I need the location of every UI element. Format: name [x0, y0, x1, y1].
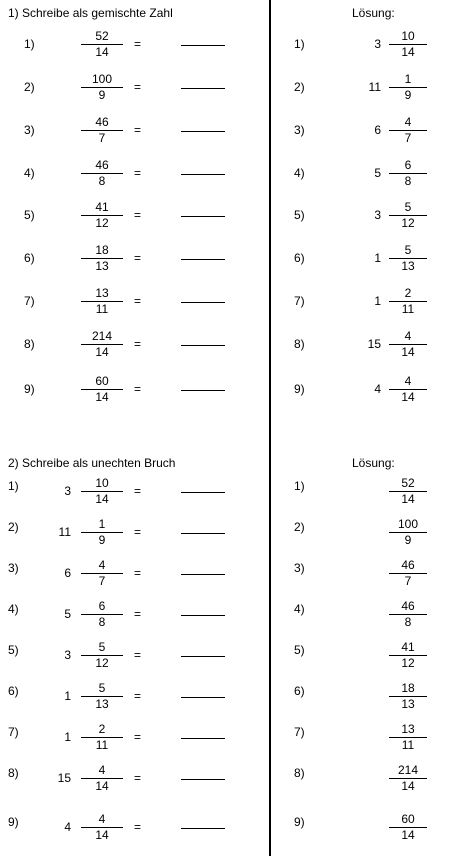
answer-blank — [181, 828, 225, 829]
exercise-denominator: 8 — [98, 615, 106, 629]
solution-label: 6) — [294, 684, 305, 698]
solution-denominator: 14 — [401, 492, 415, 506]
solution-denominator: 12 — [401, 656, 415, 670]
equals-sign: = — [134, 566, 142, 580]
exercise-label: 6) — [24, 251, 35, 265]
exercise-denominator: 14 — [95, 828, 109, 842]
answer-blank — [181, 615, 225, 616]
exercise-label: 7) — [24, 294, 35, 308]
exercise-numerator: 2 — [98, 722, 106, 736]
exercise-whole-number: 4 — [64, 820, 71, 834]
exercise-denominator: 13 — [95, 697, 109, 711]
solution-numerator: 46 — [401, 599, 415, 613]
solution-denominator: 12 — [401, 216, 415, 230]
equals-sign: = — [134, 123, 142, 137]
equals-sign: = — [134, 484, 142, 498]
answer-blank — [181, 216, 225, 217]
solution-label: 4) — [294, 602, 305, 616]
exercise-numerator: 214 — [91, 329, 113, 343]
solution-whole-number: 1 — [374, 251, 381, 265]
exercise-label: 1) — [24, 37, 35, 51]
equals-sign: = — [134, 294, 142, 308]
solution-label: 6) — [294, 251, 305, 265]
exercise-numerator: 1 — [98, 517, 106, 531]
exercise-label: 7) — [8, 725, 19, 739]
solution-denominator: 8 — [404, 615, 412, 629]
equals-sign: = — [134, 382, 142, 396]
exercise-label: 9) — [8, 815, 19, 829]
solution-numerator: 52 — [401, 476, 415, 490]
solution-label: 7) — [294, 294, 305, 308]
answer-blank — [181, 302, 225, 303]
exercise-label: 5) — [24, 208, 35, 222]
answer-blank — [181, 779, 225, 780]
solution-label: 7) — [294, 725, 305, 739]
exercise-label: 8) — [8, 766, 19, 780]
solution-label: 5) — [294, 208, 305, 222]
solution-label: 4) — [294, 166, 305, 180]
exercise-denominator: 7 — [98, 574, 106, 588]
answer-blank — [181, 345, 225, 346]
exercise-numerator: 60 — [95, 374, 109, 388]
exercise-denominator: 14 — [95, 779, 109, 793]
exercise-denominator: 11 — [95, 302, 109, 316]
equals-sign: = — [134, 689, 142, 703]
section1-solution-title: Lösung: — [352, 6, 395, 20]
solution-numerator: 60 — [401, 812, 415, 826]
exercise-numerator: 46 — [95, 115, 109, 129]
solution-label: 9) — [294, 815, 305, 829]
answer-blank — [181, 45, 225, 46]
answer-blank — [181, 656, 225, 657]
exercise-whole-number: 1 — [64, 689, 71, 703]
solution-numerator: 46 — [401, 558, 415, 572]
equals-sign: = — [134, 730, 142, 744]
solution-label: 8) — [294, 766, 305, 780]
answer-blank — [181, 88, 225, 89]
exercise-label: 5) — [8, 643, 19, 657]
exercise-denominator: 7 — [98, 131, 106, 145]
solution-numerator: 5 — [404, 243, 412, 257]
exercise-denominator: 9 — [98, 88, 106, 102]
answer-blank — [181, 533, 225, 534]
exercise-numerator: 4 — [98, 812, 106, 826]
answer-blank — [181, 738, 225, 739]
solution-whole-number: 11 — [368, 80, 381, 94]
solution-numerator: 100 — [397, 517, 419, 531]
exercise-label: 2) — [24, 80, 35, 94]
exercise-numerator: 5 — [98, 681, 106, 695]
equals-sign: = — [134, 251, 142, 265]
equals-sign: = — [134, 166, 142, 180]
solution-numerator: 214 — [397, 763, 419, 777]
solution-whole-number: 15 — [367, 337, 381, 351]
section2-title: 2) Schreibe als unechten Bruch — [8, 456, 176, 470]
exercise-denominator: 14 — [95, 345, 109, 359]
exercise-denominator: 14 — [95, 45, 109, 59]
solution-denominator: 14 — [401, 828, 415, 842]
exercise-whole-number: 6 — [64, 566, 71, 580]
solution-numerator: 41 — [401, 640, 415, 654]
solution-denominator: 8 — [404, 174, 412, 188]
solution-denominator: 14 — [401, 390, 415, 404]
exercise-whole-number: 5 — [64, 607, 71, 621]
solution-denominator: 7 — [404, 574, 412, 588]
solution-denominator: 9 — [404, 533, 412, 547]
solution-denominator: 9 — [404, 88, 412, 102]
solution-label: 9) — [294, 382, 305, 396]
exercise-label: 4) — [24, 166, 35, 180]
answer-blank — [181, 574, 225, 575]
solution-denominator: 13 — [401, 259, 415, 273]
answer-blank — [181, 697, 225, 698]
solution-whole-number: 3 — [374, 208, 381, 222]
exercise-numerator: 41 — [95, 200, 109, 214]
solution-whole-number: 4 — [374, 382, 381, 396]
solution-denominator: 11 — [401, 738, 415, 752]
solution-numerator: 4 — [404, 115, 412, 129]
equals-sign: = — [134, 337, 142, 351]
exercise-numerator: 5 — [98, 640, 106, 654]
equals-sign: = — [134, 820, 142, 834]
exercise-whole-number: 3 — [64, 648, 71, 662]
solution-numerator: 13 — [401, 722, 415, 736]
solution-whole-number: 3 — [374, 37, 381, 51]
solution-whole-number: 6 — [374, 123, 381, 137]
exercise-whole-number: 15 — [57, 771, 71, 785]
equals-sign: = — [134, 607, 142, 621]
equals-sign: = — [134, 208, 142, 222]
equals-sign: = — [134, 80, 142, 94]
exercise-label: 3) — [24, 123, 35, 137]
exercise-numerator: 52 — [95, 29, 109, 43]
solution-numerator: 6 — [404, 158, 412, 172]
column-divider — [269, 0, 271, 856]
solution-numerator: 5 — [404, 200, 412, 214]
solution-denominator: 7 — [404, 131, 412, 145]
solution-label: 1) — [294, 37, 305, 51]
exercise-whole-number: 11 — [58, 525, 71, 539]
answer-blank — [181, 131, 225, 132]
exercise-numerator: 13 — [95, 286, 109, 300]
solution-label: 3) — [294, 561, 305, 575]
solution-denominator: 13 — [401, 697, 415, 711]
exercise-label: 3) — [8, 561, 19, 575]
exercise-numerator: 18 — [95, 243, 109, 257]
answer-blank — [181, 259, 225, 260]
exercise-label: 6) — [8, 684, 19, 698]
solution-numerator: 4 — [404, 374, 412, 388]
solution-label: 2) — [294, 80, 305, 94]
solution-label: 3) — [294, 123, 305, 137]
solution-whole-number: 1 — [374, 294, 381, 308]
section1-title: 1) Schreibe als gemischte Zahl — [8, 6, 173, 20]
exercise-denominator: 9 — [98, 533, 106, 547]
exercise-label: 9) — [24, 382, 35, 396]
exercise-denominator: 14 — [95, 492, 109, 506]
exercise-numerator: 4 — [98, 763, 106, 777]
exercise-whole-number: 3 — [64, 484, 71, 498]
exercise-numerator: 4 — [98, 558, 106, 572]
equals-sign: = — [134, 525, 142, 539]
solution-denominator: 11 — [401, 302, 415, 316]
solution-numerator: 18 — [401, 681, 415, 695]
exercise-denominator: 11 — [95, 738, 109, 752]
solution-numerator: 4 — [404, 329, 412, 343]
answer-blank — [181, 492, 225, 493]
exercise-denominator: 14 — [95, 390, 109, 404]
exercise-numerator: 100 — [91, 72, 113, 86]
exercise-numerator: 10 — [95, 476, 109, 490]
solution-label: 8) — [294, 337, 305, 351]
solution-numerator: 10 — [401, 29, 415, 43]
exercise-label: 2) — [8, 520, 19, 534]
solution-whole-number: 5 — [374, 166, 381, 180]
exercise-label: 1) — [8, 479, 19, 493]
equals-sign: = — [134, 771, 142, 785]
exercise-denominator: 12 — [95, 216, 109, 230]
exercise-label: 8) — [24, 337, 35, 351]
exercise-denominator: 12 — [95, 656, 109, 670]
solution-label: 1) — [294, 479, 305, 493]
solution-denominator: 14 — [401, 779, 415, 793]
exercise-label: 4) — [8, 602, 19, 616]
exercise-denominator: 8 — [98, 174, 106, 188]
solution-denominator: 14 — [401, 45, 415, 59]
solution-label: 2) — [294, 520, 305, 534]
answer-blank — [181, 390, 225, 391]
solution-denominator: 14 — [401, 345, 415, 359]
exercise-numerator: 46 — [95, 158, 109, 172]
section2-solution-title: Lösung: — [352, 456, 395, 470]
exercise-denominator: 13 — [95, 259, 109, 273]
solution-numerator: 1 — [404, 72, 412, 86]
exercise-whole-number: 1 — [64, 730, 71, 744]
equals-sign: = — [134, 648, 142, 662]
equals-sign: = — [134, 37, 142, 51]
answer-blank — [181, 174, 225, 175]
exercise-numerator: 6 — [98, 599, 106, 613]
solution-label: 5) — [294, 643, 305, 657]
solution-numerator: 2 — [404, 286, 412, 300]
